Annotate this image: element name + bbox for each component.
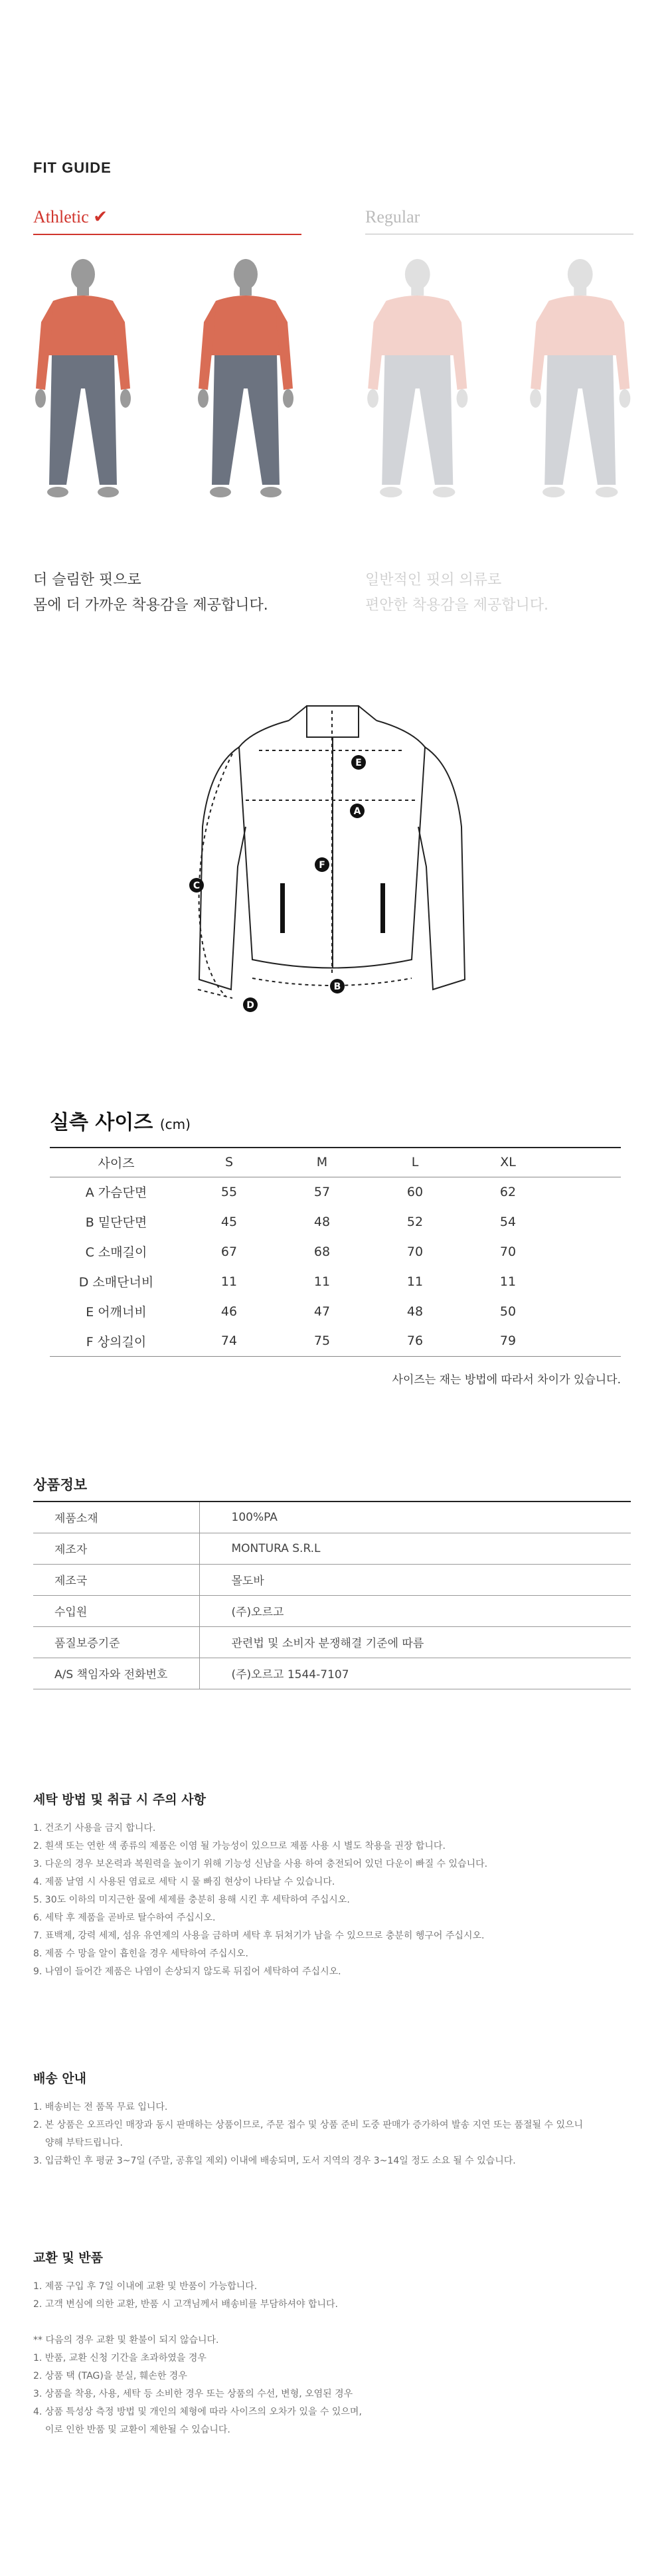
tab-athletic-underline xyxy=(33,234,301,235)
table-row xyxy=(33,1595,631,1626)
cell: 75 xyxy=(276,1326,369,1356)
header-cell: S xyxy=(183,1148,276,1177)
row-label: F 상의길이 xyxy=(50,1326,183,1356)
athletic-desc-line: 더 슬림한 핏으로 xyxy=(33,572,141,588)
care-list xyxy=(33,1820,618,1981)
cell: 45 xyxy=(220,1214,238,1229)
info-key: 제조국 xyxy=(33,1564,199,1595)
care-title: 세탁 방법 및 취급 시 주의 사항 xyxy=(33,1792,206,1807)
fit-figures xyxy=(27,249,637,515)
checkmark-icon: ✔ xyxy=(93,207,108,227)
size-chart-table xyxy=(50,1147,621,1357)
table-row xyxy=(33,1564,631,1595)
cell: 70 xyxy=(499,1244,517,1259)
info-value: (주)오르고 xyxy=(199,1595,631,1626)
svg-text:E: E xyxy=(355,758,362,768)
size-chart-title xyxy=(50,1106,191,1135)
cell: 46 xyxy=(220,1304,238,1319)
list-item: 5. 30도 이하의 미지근한 물에 세제를 충분히 용해 시킨 후 세탁하여 주십시오. xyxy=(33,1895,350,1905)
product-info-title: 상품정보 xyxy=(33,1477,88,1493)
svg-text:B: B xyxy=(333,982,341,992)
row-label: B 밑단단면 xyxy=(85,1215,147,1230)
label-E xyxy=(351,755,366,770)
info-key: 제조자 xyxy=(33,1533,199,1564)
list-item: 9. 나염이 들어간 제품은 나염이 손상되지 않도록 뒤집어 세탁하여 주십시오. xyxy=(33,1966,341,1977)
list-item: 2. 본 상품은 오프라인 매장과 동시 판매하는 상품이므로, 주문 접수 및 상품 준비 도중 판매가 증가하여 발송 지연 또는 품절될 수 있으니 양해 부탁드립니다. xyxy=(33,2120,584,2148)
product-info-table xyxy=(33,1501,631,1689)
table-row xyxy=(50,1237,621,1266)
row-label: E 어깨너비 xyxy=(86,1305,147,1320)
svg-text:C: C xyxy=(193,881,201,891)
label-F xyxy=(315,857,329,872)
label-C xyxy=(189,878,204,893)
tab-athletic[interactable] xyxy=(33,207,108,227)
table-row xyxy=(50,1207,621,1237)
header-cell: XL xyxy=(461,1148,554,1177)
cell: 57 xyxy=(313,1184,331,1199)
cell: 48 xyxy=(406,1304,424,1319)
list-item: 8. 제품 수 망을 알이 흡힌을 경우 세탁하여 주십시오. xyxy=(33,1948,248,1959)
svg-text:F: F xyxy=(319,860,325,871)
header-cell: L xyxy=(369,1148,461,1177)
cell: 76 xyxy=(369,1326,461,1356)
tab-regular-label: Regular xyxy=(365,207,420,226)
info-value: 100%PA xyxy=(199,1502,631,1533)
list-item: 3. 다운의 경우 보온력과 복원력을 높이기 위해 기능성 신남을 사용 하여 충전되어 있던 다운이 빠질 수 있습니다. xyxy=(33,1859,488,1869)
regular-desc-line: 일반적인 핏의 의류로 xyxy=(365,572,502,588)
svg-text:A: A xyxy=(353,806,361,817)
list-item: 7. 표백제, 강력 세제, 섬유 유연제의 사용을 금하며 세탁 후 뒤쳐기가 남을 수 있으므로 충분히 헹구어 주십시오. xyxy=(33,1931,485,1941)
size-chart-title-text: 실측 사이즈 xyxy=(50,1111,153,1134)
info-value: 관련법 및 소비자 분쟁해결 기준에 따름 xyxy=(199,1626,631,1658)
cell: 50 xyxy=(499,1304,517,1319)
exchange-title: 교환 및 반품 xyxy=(33,2251,103,2265)
list-item: 3. 상품을 착용, 사용, 세탁 등 소비한 경우 또는 상품의 수선, 변형, 오염된 경우 xyxy=(33,2389,353,2399)
size-chart-header-row xyxy=(50,1148,621,1177)
row-label: D 소매단너비 xyxy=(78,1275,154,1290)
info-key: 품질보증기준 xyxy=(33,1626,199,1658)
athletic-description xyxy=(33,568,268,618)
row-label: A 가슴단면 xyxy=(85,1185,147,1201)
pocket-left xyxy=(280,883,285,933)
list-item: 2. 상품 택 (TAG)을 분실, 훼손한 경우 xyxy=(33,2371,187,2381)
table-row xyxy=(33,1502,631,1533)
shipping-list xyxy=(33,2099,618,2170)
cell: 11 xyxy=(406,1274,424,1289)
jacket-measurement-diagram xyxy=(179,694,485,1026)
cell: 60 xyxy=(406,1184,424,1199)
table-row xyxy=(50,1177,621,1207)
list-item: 3. 입금확인 후 평균 3~7일 (주말, 공휴일 제외) 이내에 배송되며, 도서 지역의 경우 3~14일 정도 소요 될 수 있습니다. xyxy=(33,2156,516,2166)
pocket-right xyxy=(380,883,385,933)
list-item: 2. 고객 변심에 의한 교환, 반품 시 고객님께서 배송비를 부담하셔야 합니다. xyxy=(33,2299,338,2310)
label-A xyxy=(350,804,365,818)
cell: 67 xyxy=(220,1244,238,1259)
list-item: 1. 제품 구입 후 7일 이내에 교환 및 반품이 가능합니다. xyxy=(33,2281,258,2292)
table-row xyxy=(50,1296,621,1326)
list-item: 4. 제품 날염 시 사용된 염료로 세탁 시 물 빠짐 현상이 나타날 수 있습니다. xyxy=(33,1877,335,1887)
size-chart-unit: (cm) xyxy=(159,1116,191,1132)
cell: 11 xyxy=(313,1274,331,1289)
exchange-list xyxy=(33,2278,618,2439)
table-row xyxy=(33,1658,631,1689)
cell: 55 xyxy=(220,1184,238,1199)
shipping-title: 배송 안내 xyxy=(33,2071,87,2086)
fit-guide-title: FIT GUIDE xyxy=(33,159,112,176)
table-row xyxy=(50,1266,621,1296)
tab-regular[interactable] xyxy=(365,207,420,227)
athletic-desc-line: 몸에 더 가까운 착용감을 제공합니다. xyxy=(33,597,268,614)
info-key: 제품소재 xyxy=(33,1502,199,1533)
athletic-figure-front xyxy=(35,259,131,497)
info-key: 수입원 xyxy=(33,1595,199,1626)
list-item: 4. 상품 특성상 측정 방법 및 개인의 체형에 따라 사이즈의 오차가 있을 수 있으며, 이로 인한 반품 및 교환이 제한될 수 있습니다. xyxy=(33,2407,362,2435)
list-item: 1. 반품, 교환 신청 기간을 초과하였을 경우 xyxy=(33,2353,207,2363)
regular-desc-line: 편안한 착용감을 제공합니다. xyxy=(365,597,549,614)
info-value: 몰도바 xyxy=(199,1564,631,1595)
table-row xyxy=(33,1626,631,1658)
size-chart-note: 사이즈는 재는 방법에 따라서 차이가 있습니다. xyxy=(392,1373,621,1387)
athletic-figure-back xyxy=(198,259,293,497)
info-value: (주)오르고 1544-7107 xyxy=(199,1658,631,1689)
regular-figure-back xyxy=(530,259,630,497)
list-item: 1. 건조기 사용을 금지 합니다. xyxy=(33,1823,156,1834)
exceptions-title: ** 다음의 경우 교환 및 환불이 되지 않습니다. xyxy=(33,2335,219,2346)
header-cell: M xyxy=(276,1148,369,1177)
label-B xyxy=(330,979,345,993)
row-label: C 소매길이 xyxy=(85,1245,147,1260)
list-item: 6. 세탁 후 제품을 곧바로 탈수하여 주십시오. xyxy=(33,1913,216,1923)
info-key: A/S 책임자와 전화번호 xyxy=(33,1658,199,1689)
regular-description xyxy=(365,568,548,618)
cell: 47 xyxy=(313,1304,331,1319)
regular-figure-front xyxy=(367,259,467,497)
list-item: 2. 흰색 또는 연한 색 종류의 제품은 이염 될 가능성이 있으므로 제품 사용 시 별도 착용을 권장 합니다. xyxy=(33,1841,446,1851)
cell: 79 xyxy=(461,1326,554,1356)
cell: 54 xyxy=(499,1214,517,1229)
cell: 74 xyxy=(183,1326,276,1356)
info-value: MONTURA S.R.L xyxy=(199,1533,631,1564)
svg-text:D: D xyxy=(246,1000,254,1011)
list-item: 1. 배송비는 전 품목 무료 입니다. xyxy=(33,2102,168,2112)
cell: 62 xyxy=(499,1184,517,1199)
cell: 70 xyxy=(406,1244,424,1259)
header-cell: 사이즈 xyxy=(50,1148,183,1177)
cell: 68 xyxy=(313,1244,331,1259)
tab-athletic-label: Athletic xyxy=(33,207,89,226)
cell: 48 xyxy=(313,1214,331,1229)
cell: 52 xyxy=(406,1214,424,1229)
cell: 11 xyxy=(499,1274,517,1289)
table-row xyxy=(33,1533,631,1564)
cell: 11 xyxy=(220,1274,238,1289)
label-D xyxy=(243,997,258,1012)
table-row xyxy=(50,1326,621,1356)
